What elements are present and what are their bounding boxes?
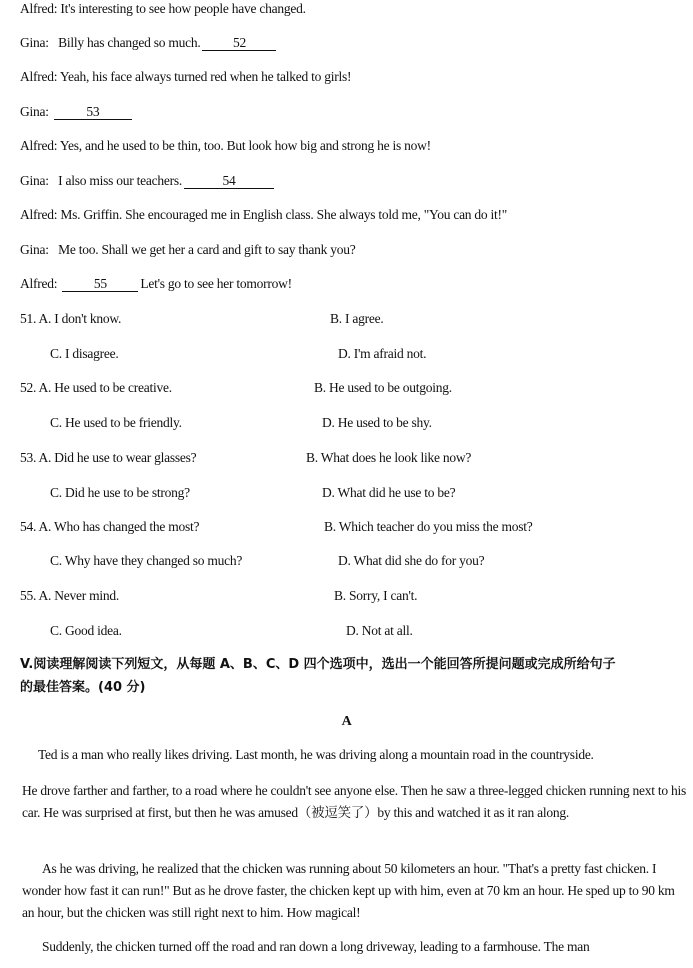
answer-blank: 55 — [62, 277, 138, 292]
section-heading: V.阅读理解阅读下列短文，从每题 A、B、C、D 四个选项中，选出一个能回答所提问题或完成所给句子 — [20, 657, 616, 672]
dialogue-text: Let's go to see her tomorrow! — [140, 276, 292, 291]
speaker: Gina: — [20, 104, 49, 119]
option-d: D. Not at all. — [346, 623, 413, 638]
option-a: 53. A. Did he use to wear glasses? — [20, 450, 197, 465]
speaker: Gina: — [20, 35, 49, 50]
option-a: 54. A. Who has changed the most? — [20, 519, 200, 534]
option-d: D. He used to be shy. — [322, 415, 432, 430]
option-d: D. I'm afraid not. — [338, 346, 427, 361]
dialogue-line — [20, 104, 134, 120]
dialogue-text: It's interesting to see how people have changed. — [60, 1, 306, 16]
option-d: D. What did he use to be? — [322, 485, 456, 500]
speaker: Alfred: — [20, 207, 58, 222]
speaker: Alfred: — [20, 276, 58, 291]
dialogue-line — [20, 1, 306, 17]
passage-paragraph: Ted is a man who really likes driving. Last month, he was driving along a mountain road in the countryside. — [38, 747, 594, 762]
option-a: 52. A. He used to be creative. — [20, 380, 172, 395]
speaker: Gina: — [20, 173, 49, 188]
option-a: 55. A. Never mind. — [20, 588, 119, 603]
dialogue-text: Me too. Shall we get her a card and gift to say thank you? — [58, 242, 356, 257]
option-b: B. Which teacher do you miss the most? — [324, 519, 533, 534]
option-b: B. Sorry, I can't. — [334, 588, 418, 603]
option-c: C. Why have they changed so much? — [50, 553, 243, 568]
speaker: Alfred: — [20, 69, 58, 84]
passage-paragraph: As he was driving, he realized that the chicken was running about 50 kilometers an hour. "That's a pretty fast chicken. I wonder how fast it can run!" But as he drove faster, the chicken kept up with him, even at 70 km an hour. He sped up to 90 km an hour, but the chicken was still right next to him. How magical! — [22, 861, 675, 920]
dialogue-line — [20, 207, 507, 223]
answer-blank: 52 — [202, 36, 276, 51]
dialogue-line — [20, 173, 276, 189]
dialogue-text: Yes, and he used to be thin, too. But look how big and strong he is now! — [59, 138, 431, 153]
dialogue-line — [20, 138, 431, 154]
speaker: Alfred: — [20, 138, 58, 153]
section-heading: 的最佳答案。(40 分) — [20, 680, 146, 695]
dialogue-text: I also miss our teachers. — [58, 173, 182, 188]
passage-paragraph: He drove farther and farther, to a road where he couldn't see anyone else. Then he saw a three-legged chicken running next to his car. He was surprised at first, but then he was amused（被逗笑了）by this and watched it as it ran along. — [22, 783, 686, 820]
option-b: B. He used to be outgoing. — [314, 380, 452, 395]
dialogue-line — [20, 276, 292, 292]
dialogue-line — [20, 242, 356, 258]
dialogue-text: Yeah, his face always turned red when he talked to girls! — [59, 69, 352, 84]
passage-label: A — [341, 714, 352, 729]
passage-paragraph: Suddenly, the chicken turned off the road and ran down a long driveway, leading to a farmhouse. The man — [42, 939, 590, 954]
option-c: C. Good idea. — [50, 623, 122, 638]
option-c: C. Did he use to be strong? — [50, 485, 190, 500]
dialogue-text: Billy has changed so much. — [58, 35, 201, 50]
option-a: 51. A. I don't know. — [20, 311, 122, 326]
dialogue-text: Ms. Griffin. She encouraged me in English class. She always told me, "You can do it!" — [60, 207, 508, 222]
speaker: Alfred: — [20, 1, 58, 16]
option-b: B. I agree. — [330, 311, 384, 326]
dialogue-line — [20, 35, 278, 51]
option-c: C. I disagree. — [50, 346, 119, 361]
dialogue-line — [20, 69, 351, 85]
option-b: B. What does he look like now? — [306, 450, 472, 465]
speaker: Gina: — [20, 242, 49, 257]
answer-blank: 54 — [184, 174, 274, 189]
option-d: D. What did she do for you? — [338, 553, 485, 568]
option-c: C. He used to be friendly. — [50, 415, 182, 430]
answer-blank: 53 — [54, 105, 132, 120]
